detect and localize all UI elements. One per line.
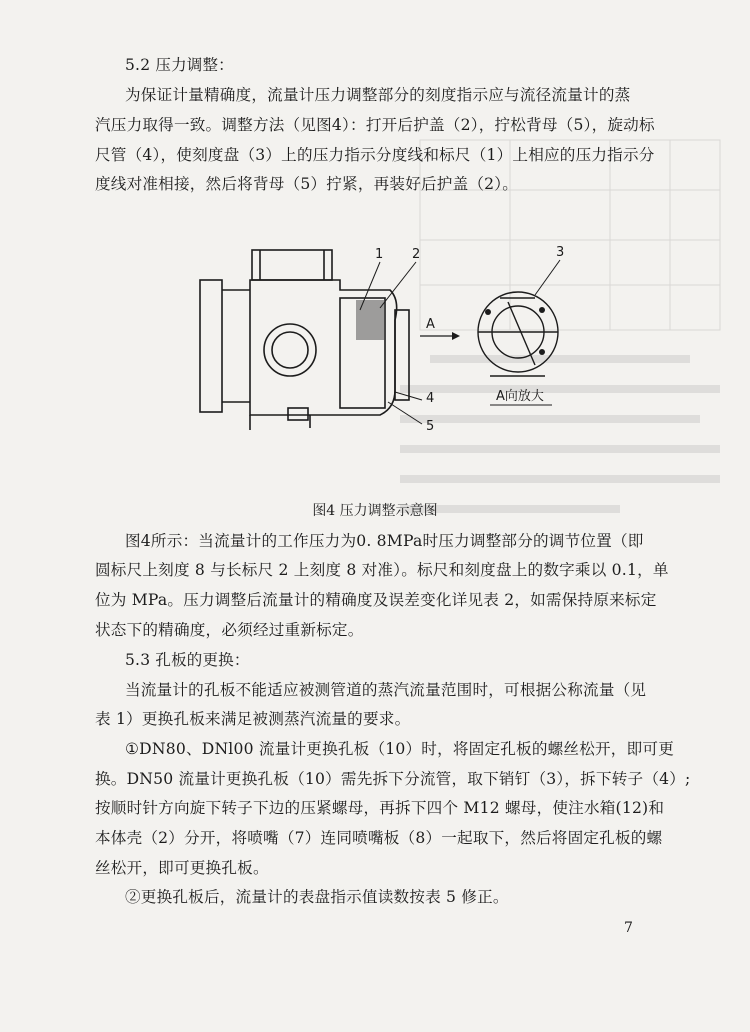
section-5-2-line-2: 汽压力取得一致。调整方法（见图4）：打开后护盖（2），拧松背母（5），旋动标: [95, 116, 655, 134]
label-view-a: A向放大: [496, 389, 544, 404]
figure-desc-line-4: 状态下的精确度，必须经过重新标定。: [95, 621, 364, 639]
label-part-4: 4: [426, 391, 435, 406]
figure-desc-line-1: 图4所示：当流量计的工作压力为0. 8MPa时压力调整部分的调节位置（即: [125, 532, 644, 550]
figure-desc-line-2: 圆标尺上刻度 8 与长标尺 2 上刻度 8 对准）。标尺和刻度盘上的数字乘以 0.1，单: [95, 561, 669, 579]
section-5-2-line-1: 为保证计量精确度，流量计压力调整部分的刻度指示应与流径流量计的蒸: [125, 86, 631, 104]
figure-desc-line-3: 位为 MPa。压力调整后流量计的精确度及误差变化详见表 2，如需保持原来标定: [95, 591, 657, 609]
section-5-2-line-3: 尺管（4），使刻度盘（3）上的压力指示分度线和标尺（1）上相应的压力指示分: [95, 146, 655, 164]
label-part-5: 5: [426, 419, 435, 434]
section-5-2-line-4: 度线对准相接，然后将背母（5）拧紧，再装好后护盖（2）。: [95, 175, 519, 193]
label-part-3: 3: [556, 245, 565, 260]
figure-caption: 图4 压力调整示意图: [312, 503, 438, 519]
section-5-3-line-1: 当流量计的孔板不能适应被测管道的蒸汽流量范围时，可根据公称流量（见: [125, 681, 647, 699]
page-number: 7: [624, 920, 633, 936]
section-5-3-line-7: 丝松开，即可更换孔板。: [95, 859, 269, 877]
section-5-2-heading: 5.2 压力调整：: [125, 56, 234, 74]
label-part-1: 1: [375, 247, 384, 262]
section-5-3-line-4: 换。DN50 流量计更换孔板（10）需先拆下分流管，取下销钉（3），拆下转子（4）;: [95, 770, 691, 788]
section-5-3-line-2: 表 1）更换孔板来满足被测蒸汽流量的要求。: [95, 710, 411, 728]
section-5-3-line-8: ②更换孔板后，流量计的表盘指示值读数按表 5 修正。: [125, 888, 509, 906]
section-5-3-heading: 5.3 孔板的更换：: [125, 651, 250, 669]
section-5-3-line-6: 本体壳（2）分开，将喷嘴（7）连同喷嘴板（8）一起取下，然后将固定孔板的螺: [95, 829, 663, 847]
label-arrow-a: A: [426, 317, 435, 332]
pressure-adjustment-diagram: [190, 240, 570, 485]
label-part-2: 2: [412, 247, 421, 262]
section-5-3-line-3: ①DN80、DNl00 流量计更换孔板（10）时，将固定孔板的螺丝松开，即可更: [125, 740, 674, 758]
section-5-3-line-5: 按顺时针方向旋下转子下边的压紧螺母，再拆下四个 M12 螺母，使注水箱(12)和: [95, 799, 665, 817]
